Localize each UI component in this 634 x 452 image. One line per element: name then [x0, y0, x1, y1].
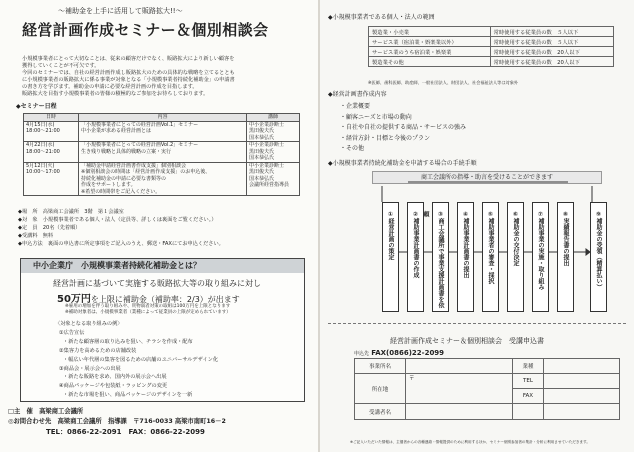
form-title: 経営計画作成セミナー＆個別相談会 受講申込書	[390, 337, 544, 345]
intro-line: 今回のセミナーでは、自社の経営計画作成し販路拡大のための具体的な戦略を立てるととも	[22, 70, 235, 76]
schedule-lecturer-cell	[247, 142, 300, 163]
range-employees: 常時使用する従業員の数 20人以下	[490, 47, 613, 57]
schedule-date-cell	[24, 121, 79, 142]
flow-step: ①経営計画の策定	[382, 202, 399, 312]
session-time: 10:00～17:00	[26, 169, 60, 175]
session-date: 5月12日(火)	[26, 162, 55, 169]
intro-line: 獲得していくことが不可欠です。	[22, 63, 100, 69]
detail-apply: ◆申込方法 裏面の申込書に所定事項をご記入のうえ、郵送・FAXにてお申込ください。	[18, 241, 224, 247]
fax-field[interactable]	[544, 389, 620, 404]
label-tel: TEL	[513, 374, 544, 389]
cut-line	[328, 323, 626, 324]
session-desc: 作成をサポートします。	[81, 182, 136, 188]
range-row	[369, 47, 614, 57]
schedule-content-cell	[79, 142, 247, 163]
range-heading: ◆小規模事業者である個人・法人の範囲	[328, 14, 435, 21]
footer-organizer: □主 催 高梁商工会議所	[8, 408, 84, 415]
example-item: ②集客力を高めるための店舗改装	[59, 347, 137, 354]
session-desc: 中小企業が求める経営計画とは	[81, 128, 152, 134]
range-note: ※医師、歯科医師、助産師、一般社団法人、財団法人、社会福祉法人等は対象外	[368, 80, 519, 85]
content-list	[340, 102, 466, 155]
flow-step: ②補助事業計画書の作成	[407, 202, 424, 312]
content-item: ・企業概要	[340, 103, 371, 110]
form-note: ※ご記入いただいた情報は、主催者からの各種連絡・情報提供のために利用するほか、セミナー個別参加者の集計・分析に利用させていただきます。	[350, 440, 590, 444]
lecturer-title: 会議所経営指導員	[249, 182, 290, 188]
schedule-row	[24, 121, 300, 142]
lecturer-name: 国本恭弘氏	[249, 155, 275, 161]
lecturer-name: 黒田俊夫氏	[249, 169, 275, 175]
application-form	[354, 358, 620, 420]
range-industry: 製造業その他	[369, 57, 491, 67]
footer	[8, 407, 226, 437]
attendee-field-3[interactable]	[544, 404, 620, 420]
session-date: 4月15日(水)	[26, 121, 55, 128]
range-industry: サービス業のうち宿泊業・娯楽業	[369, 47, 491, 57]
subsidy-note: ※雇用の増加を伴う取り組みや、買物弱者対策の取組は100万円を上限となります	[65, 304, 231, 309]
flow-heading: ◆小規模事業者持続化補助金を申請する場合の手続手順	[328, 160, 477, 167]
attendee-field[interactable]	[406, 404, 513, 420]
content-item: ・その他	[340, 145, 365, 152]
subsidy-box	[20, 258, 305, 402]
label-attendee: 受講者名	[355, 404, 406, 420]
session-desc: 生き残り戦略と具体的戦略の立案・実行	[81, 148, 172, 155]
range-row	[369, 37, 614, 47]
flow-arrows	[320, 180, 634, 322]
lecturer-title: 中小企業診断士	[249, 121, 285, 128]
footer-phone: TEL：0866-22-2091 FAX：0866-22-2099	[46, 428, 205, 436]
session-title: 「小規模事業者にとっての経営計画Vol.1」セミナー	[81, 121, 199, 128]
example-item: ・幅広い年代層の集客を図るための店舗のユニバーサルデザイン化	[63, 356, 219, 363]
schedule-content-cell	[79, 162, 247, 196]
example-item: ③商品会・展示会への出展	[59, 365, 121, 372]
session-desc: ※個別相談会の時間は「経営計画作成支援」のお申込後、	[81, 169, 211, 175]
range-row	[369, 57, 614, 67]
range-table	[368, 26, 614, 67]
example-item: ①広告宣伝	[59, 329, 85, 336]
range-employees: 常時使用する従業員の数 20人以下	[490, 57, 613, 67]
postal-mark: 〒	[409, 376, 415, 382]
example-item: ・新たな顧客層の取り込みを狙い、チラシを作成・配布	[63, 338, 193, 345]
attendee-field-2[interactable]	[513, 404, 544, 420]
session-title: 「小規模事業者にとっての経営計画Vol.2」セミナー	[81, 142, 199, 148]
schedule-header-date: 日時	[24, 114, 79, 122]
examples-title: 〈対象となる取り組みの例〉	[55, 321, 123, 327]
content-heading: ◆経営計画書作成内容	[328, 91, 387, 98]
intro-line: に小規模事業者の販路拡大に係る事業が対象となる「小規模事業者持続化補助金」の申請書	[22, 77, 235, 83]
range-row	[369, 27, 614, 37]
tel-field[interactable]	[544, 374, 620, 389]
session-time: 18:00～21:00	[26, 128, 60, 134]
subsidy-note: ※補助対象者は、小規模事業者（業種によって従業員の上限が定められています）	[65, 310, 231, 315]
schedule-row	[24, 142, 300, 163]
example-item: ・新たな市場を狙い、商品パッケージのデザインを一新	[63, 392, 193, 399]
schedule-date-cell	[24, 162, 79, 196]
form-fax-number: FAX(0866)22-2099	[371, 349, 445, 357]
intro-line: 販路拡大を目指す小規模事業者の皆様の積極的なご参加をお待ちしております。	[22, 91, 209, 97]
page-title: 経営計画作成セミナー＆個別相談会	[22, 21, 269, 39]
session-time: 18:00～21:00	[26, 148, 60, 155]
label-fax: FAX	[513, 389, 544, 404]
lecturer-title: 中小企業診断士	[249, 162, 285, 169]
detail-venue: ◆場 所 高梁商工会議所 3階 第１会議室	[18, 209, 124, 215]
subsidy-amount-line	[57, 290, 240, 305]
session-desc: 持続化補助金の申請に必要な書類等の	[81, 175, 167, 182]
label-company: 事業所名	[355, 359, 406, 374]
form-row	[355, 374, 620, 389]
content-item: ・経営方針・目標と今後のプラン	[340, 134, 431, 142]
detail-fee: ◆受講料 無料	[18, 233, 54, 239]
schedule-header-lecturer: 講師	[247, 114, 300, 122]
intro-line: の書き方を学びます。補助金の申請に必要な経営計画の作成を目指します。	[22, 84, 198, 90]
event-details	[18, 208, 308, 248]
schedule-lecturer-cell	[247, 162, 300, 196]
tagline: ～補助金を上手に活用して販路拡大!!～	[58, 7, 183, 15]
content-item: ・自社や自社の提供する商品・サービスの強み	[340, 124, 467, 131]
industry-field[interactable]	[544, 359, 620, 374]
detail-capacity: ◆定 員 20名（先着順）	[18, 225, 81, 231]
range-employees: 常時使用する従業員の数 ５人以下	[490, 37, 613, 47]
schedule-row	[24, 162, 300, 196]
schedule-content-cell	[79, 121, 247, 142]
schedule-date-cell	[24, 142, 79, 163]
label-address: 所在地	[355, 374, 406, 404]
flow-step: ⑤補助事業者の審査・採択	[482, 202, 499, 312]
flow-step: ⑥補助金の交付決定	[507, 202, 524, 312]
flow-banner: 商工会議所の指導・助言を受けることができます	[372, 171, 602, 184]
form-row	[355, 404, 620, 420]
content-item: ・顧客ニーズと市場の動向	[340, 113, 412, 121]
lecturer-name: 国本恭弘氏	[249, 134, 275, 141]
form-destination	[354, 349, 444, 357]
address-field[interactable]	[406, 374, 513, 404]
footer-contact: ◎お問合わせ先 高梁商工会議所 指導課 〒716-0033 高梁市南町16－2	[8, 418, 226, 425]
label-industry: 業種	[513, 359, 544, 374]
lecturer-name: 国本恭弘氏	[249, 175, 275, 182]
schedule-header-row	[24, 114, 300, 122]
subsidy-title: 中小企業庁 小規模事業者持続化補助金とは？	[21, 259, 304, 273]
company-field[interactable]	[406, 359, 513, 374]
session-title: 「補助金申請経営計画書作成支援」個別相談会	[81, 162, 187, 169]
subsidy-lead: 経営計画に基づいて実施する販路拡大等の取り組みに対し	[53, 279, 261, 288]
subsidy-notes	[65, 304, 231, 316]
range-employees: 常時使用する従業員の数 ５人以下	[490, 27, 613, 37]
range-industry: サービス業（宿泊業・娯楽業以外）	[369, 37, 491, 47]
flow-step: ④補助事業計画書の提出	[457, 202, 474, 312]
subsidy-amount: 50万円	[57, 294, 91, 305]
flow-step: ⑧実績報告書の提出	[557, 202, 574, 312]
flow-step: ③商工会議所で事業支援計画書を依頼	[432, 202, 449, 312]
lecturer-name: 黒田俊夫氏	[249, 148, 275, 155]
schedule-heading: ◆セミナー日程	[16, 103, 57, 110]
schedule-header-content: 内容	[79, 114, 247, 122]
schedule-table	[23, 113, 300, 196]
range-industry: 製造業・小売業	[369, 27, 491, 37]
subsidy-amount-text: を上限に補助金（補助率：2/3）が出ます	[90, 295, 240, 304]
seminar-flyer-back	[320, 0, 634, 452]
example-item: ④商品パッケージや包装紙・ラッピングの変更	[59, 383, 168, 390]
session-desc: ※希望の時間帯をご記入ください。	[81, 188, 161, 195]
form-dest-label: 申込先	[354, 351, 370, 357]
schedule-lecturer-cell	[247, 121, 300, 142]
examples-list	[55, 320, 218, 400]
example-item: ・新たな販路を求め、国内外の展示会へ出展	[63, 374, 167, 381]
intro-text	[22, 56, 292, 98]
form-row	[355, 359, 620, 374]
session-date: 4月22日(水)	[26, 142, 55, 148]
intro-line: 小規模事業者にとって大切なことは、従来の顧客だけでなく、販路拡大により新しい顧客を	[22, 56, 235, 62]
flow-step: ⑨補助金の受領（精算払い）	[590, 202, 607, 312]
flow-step: ⑦補助事業の実施・取り組み	[532, 202, 549, 312]
lecturer-name: 黒田俊夫氏	[249, 128, 275, 134]
detail-target: ◆対 象 小規模事業者である個人・法人（定員等、詳しくは裏面をご覧ください。）	[18, 217, 217, 223]
lecturer-title: 中小企業診断士	[249, 142, 285, 148]
